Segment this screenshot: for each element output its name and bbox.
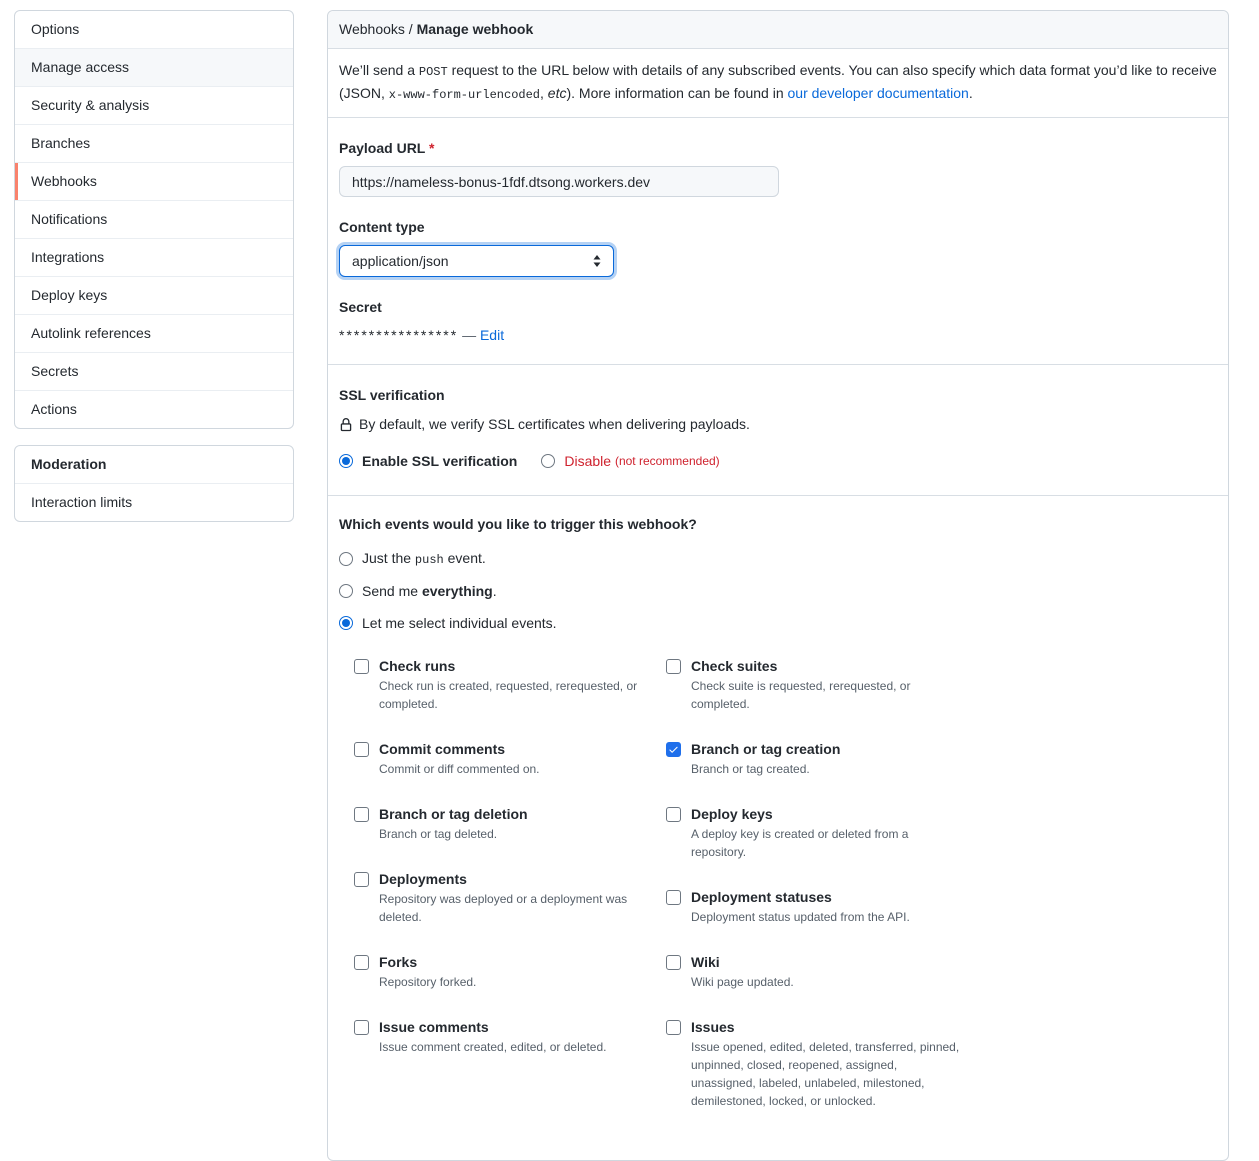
event-check-suites[interactable]: Check suites Check suite is requested, rerequested, or completed. <box>666 656 978 713</box>
disable-ssl-note: (not recommended) <box>614 454 720 468</box>
event-deploy-keys[interactable]: Deploy keys A deploy key is created or deleted from a repository. <box>666 804 978 861</box>
required-asterisk: * <box>429 140 435 156</box>
enable-ssl-label[interactable]: Enable SSL verification <box>362 453 518 469</box>
disable-ssl-label[interactable]: Disable <box>564 453 612 469</box>
sidebar-item-secrets[interactable]: Secrets <box>15 352 293 390</box>
sidebar-item-security-analysis[interactable]: Security & analysis <box>15 86 293 124</box>
event-branch-tag-deletion[interactable]: Branch or tag deletion Branch or tag deleted. <box>354 804 666 843</box>
payload-url-input[interactable] <box>339 166 779 197</box>
sidebar-item-interaction-limits[interactable]: Interaction limits <box>15 483 293 521</box>
manage-webhook-panel <box>327 10 1229 1161</box>
moderation-nav-box <box>14 445 294 522</box>
commit-comments-checkbox[interactable] <box>354 742 369 757</box>
breadcrumb-separator: / <box>408 21 413 37</box>
send-everything-radio[interactable] <box>339 584 353 598</box>
sidebar-item-autolink-references[interactable]: Autolink references <box>15 314 293 352</box>
event-wiki[interactable]: Wiki Wiki page updated. <box>666 952 978 991</box>
sidebar-item-manage-access[interactable]: Manage access <box>15 48 293 86</box>
trigger-option-individual <box>339 615 1217 631</box>
event-checkbox-grid <box>354 656 1217 1136</box>
individual-events-radio[interactable] <box>339 616 353 630</box>
ssl-note: By default, we verify SSL certificates when delivering payloads. <box>339 414 1217 435</box>
deploy-keys-checkbox[interactable] <box>666 807 681 822</box>
ssl-verification-section <box>328 365 1228 496</box>
push-code: push <box>414 553 444 567</box>
event-check-runs[interactable]: Check runs Check run is created, requested, rerequested, or completed. <box>354 656 666 713</box>
webhook-intro: We’ll send a POST request to the URL below with details of any subscribed events. You can also specify which data format you’d like to receive (JSON, x-www-form-urlencoded, etc). More information can be found in our developer documentation. <box>328 49 1228 118</box>
issues-checkbox[interactable] <box>666 1020 681 1035</box>
branch-tag-creation-checkbox[interactable] <box>666 742 681 757</box>
event-branch-tag-creation[interactable]: Branch or tag creation Branch or tag created. <box>666 739 978 778</box>
webhook-form-section <box>328 118 1228 365</box>
post-code: POST <box>418 65 448 79</box>
event-forks[interactable]: Forks Repository forked. <box>354 952 666 991</box>
events-section <box>328 496 1228 1160</box>
sidebar-item-notifications[interactable]: Notifications <box>15 200 293 238</box>
etc-text: etc <box>547 85 567 101</box>
just-push-radio[interactable] <box>339 552 353 566</box>
settings-nav-box <box>14 10 294 429</box>
moderation-header: Moderation <box>31 456 107 472</box>
wiki-checkbox[interactable] <box>666 955 681 970</box>
individual-events-label[interactable]: Let me select individual events. <box>362 615 557 631</box>
check-icon <box>668 744 679 755</box>
event-deployments[interactable]: Deployments Repository was deployed or a deployment was deleted. <box>354 869 666 926</box>
deployments-checkbox[interactable] <box>354 872 369 887</box>
payload-url-label: Payload URL * <box>339 140 435 156</box>
select-arrows-icon <box>591 254 603 268</box>
sidebar-item-webhooks[interactable]: Webhooks <box>15 162 293 200</box>
intro-text: We’ll send a <box>339 62 419 78</box>
check-runs-checkbox[interactable] <box>354 659 369 674</box>
sidebar-item-deploy-keys[interactable]: Deploy keys <box>15 276 293 314</box>
trigger-option-everything <box>339 583 1217 599</box>
sidebar-item-actions[interactable]: Actions <box>15 390 293 428</box>
event-issue-comments[interactable]: Issue comments Issue comment created, edited, or deleted. <box>354 1017 666 1056</box>
event-column-left <box>354 656 666 1136</box>
sidebar-item-branches[interactable]: Branches <box>15 124 293 162</box>
secret-edit-link[interactable]: Edit <box>479 327 505 343</box>
secret-masked-value: **************** <box>339 327 459 343</box>
disable-ssl-radio[interactable] <box>541 454 555 468</box>
page-title: Manage webhook <box>416 21 534 37</box>
settings-sidebar <box>14 10 294 522</box>
urlencoded-code: x-www-form-urlencoded <box>388 88 541 102</box>
branch-tag-deletion-checkbox[interactable] <box>354 807 369 822</box>
trigger-option-push <box>339 550 1217 567</box>
content-type-selected-value: application/json <box>352 253 449 269</box>
secret-label: Secret <box>339 299 382 315</box>
ssl-radio-group <box>339 453 1217 469</box>
content-type-select[interactable] <box>339 245 614 277</box>
enable-ssl-radio[interactable] <box>339 454 353 468</box>
lock-icon <box>339 418 353 432</box>
send-everything-label[interactable]: Send me everything. <box>362 583 497 599</box>
breadcrumb-webhooks-link[interactable]: Webhooks <box>339 21 405 37</box>
issue-comments-checkbox[interactable] <box>354 1020 369 1035</box>
event-issues[interactable]: Issues Issue opened, edited, deleted, transferred, pinned, unpinned, closed, reopened, assigned, unassigned, labeled, unlabeled, milestoned, demilestoned, locked, or unlocked. <box>666 1017 978 1110</box>
events-heading: Which events would you like to trigger this webhook? <box>339 516 697 532</box>
secret-separator: — <box>462 327 477 343</box>
breadcrumb <box>328 11 1228 49</box>
just-push-label[interactable]: Just the push event. <box>362 550 486 567</box>
check-suites-checkbox[interactable] <box>666 659 681 674</box>
secret-value-line <box>339 325 1217 346</box>
forks-checkbox[interactable] <box>354 955 369 970</box>
sidebar-item-options[interactable]: Options <box>31 21 80 37</box>
event-commit-comments[interactable]: Commit comments Commit or diff commented on. <box>354 739 666 778</box>
ssl-heading: SSL verification <box>339 387 445 403</box>
event-deployment-statuses[interactable]: Deployment statuses Deployment status updated from the API. <box>666 887 978 926</box>
developer-docs-link[interactable]: our developer documentation <box>787 85 969 101</box>
deployment-statuses-checkbox[interactable] <box>666 890 681 905</box>
sidebar-item-integrations[interactable]: Integrations <box>15 238 293 276</box>
content-type-label: Content type <box>339 219 425 235</box>
event-column-right <box>666 656 978 1136</box>
